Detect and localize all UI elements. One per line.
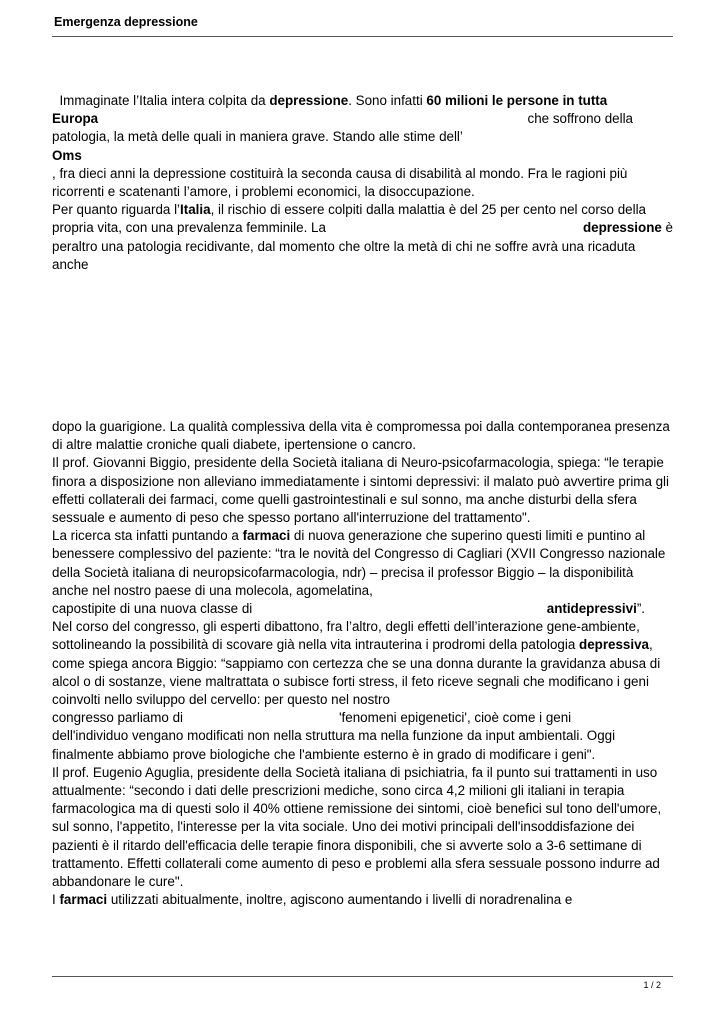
text: è <box>661 220 673 236</box>
page-number: 1 / 2 <box>643 980 661 990</box>
text: ”. <box>636 601 645 617</box>
paragraph-8 <box>52 891 673 909</box>
text: di nuova generazione che superino questi limiti e puntino al benessere complessivo del paziente: “tra le novità del Congresso di Cagliari (XVII Congresso nazionale della Società italiana di neuropsicofarmacologia, ndr) – precisa il professor Biggio – la disponibilità anche nel nostro paese di una molecola, agomelatina, <box>52 528 666 598</box>
keyword-depressione: depressione <box>269 93 349 108</box>
text: congresso parliamo di <box>52 710 183 726</box>
text: utilizzati abitualmente, inoltre, agiscono aumentando i livelli di noradrenalina e <box>107 892 573 908</box>
paragraph-1-line-2 <box>52 110 673 128</box>
keyword-antidepressivi: antidepressivi <box>546 601 637 617</box>
paragraph-5 <box>52 527 673 600</box>
document-title: Emergenza depressione <box>54 15 198 29</box>
paragraph-2 <box>52 201 673 237</box>
paragraph-1-line-4 <box>52 147 673 165</box>
text: . Sono infatti <box>348 93 427 108</box>
text: , come spiega ancora Biggio: “sappiamo con certezza che se una donna durante la gravidanza abusa di alcol o di sostanze, viene maltrattata o subisce forti stress, il feto riceve segnali che modificano i geni coinvolti nello sviluppo del cervello: per questo nel nostro <box>52 637 661 708</box>
paragraph-3: dopo la guarigione. La qualità complessiva della vita è compromessa poi dalla contemporanea presenza di altre malattie croniche quali diabete, ipertensione o cancro. <box>52 419 670 453</box>
text: che soffrono della <box>527 111 633 127</box>
keyword-milioni: 60 milioni le persone in tutta <box>426 93 608 108</box>
text: peraltro una patologia recidivante, dal momento che oltre la metà di chi ne soffre avrà una ricaduta anche <box>52 238 636 272</box>
article-intro <box>52 92 673 274</box>
article-body <box>52 418 673 909</box>
keyword-oms: Oms <box>52 147 82 163</box>
text: Nel corso del congresso, gli esperti dibattono, fra l’altro, degli effetti dell’interazione gene-ambiente, sottolineando la possibilità di scovare già nella vita intrauterina i prodromi della patologia <box>52 619 640 653</box>
text: Per quanto riguarda l’ <box>52 202 181 218</box>
depressione-wrap <box>583 219 673 237</box>
paragraph-1 <box>52 92 673 110</box>
header-divider <box>52 36 673 37</box>
paragraph-6-line <box>52 709 673 727</box>
paragraph-7: Il prof. Eugenio Aguglia, presidente della Società italiana di psichiatria, fa il punto sui trattamenti in uso attualmente: “secondo i dati delle prescrizioni mediche, sono circa 4,2 milioni gli italiani in terapia farmacologica ma di questi solo il 40% ottiene remissione dei sintomi, cioè benefici sul tono dell'umore, sul sonno, l'appetito, l'interesse per la vita sociale. Uno dei motivi principali dell'insoddisfazione dei pazienti è il ritardo dell'efficacia delle terapie finora disponibili, che si avverte solo a 3-6 settimane di trattamento. Effetti collaterali come aumento di peso e problemi alla sfera sessuale possono indurre ad abbandonare le cure". <box>52 764 662 890</box>
text: patologia, la metà delle quali in maniera grave. Stando alle stime dell’ <box>52 129 463 145</box>
keyword-depressiva: depressiva <box>579 637 649 653</box>
paragraph-1-line-3 <box>52 128 673 146</box>
paragraph-6-cont <box>52 727 673 763</box>
keyword-europa: Europa <box>52 111 99 127</box>
text: La ricerca sta infatti puntando a <box>52 528 243 544</box>
paragraph-2-cont <box>52 238 673 274</box>
paragraph-5-last-line <box>52 600 673 618</box>
keyword-farmaci: farmaci <box>59 892 108 908</box>
text: dell'individuo vengano modificati non nella struttura ma nella funzione da input ambientali. Oggi finalmente abbiamo prove biologiche che l'ambiente esterno è in grado di modificare i geni". <box>52 728 616 762</box>
text: Immaginate l’Italia intera colpita da <box>52 93 270 108</box>
text: 'fenomeni epigenetici', cioè come i geni <box>339 710 572 726</box>
keyword-depressione: depressione <box>582 220 662 236</box>
keyword-farmaci: farmaci <box>242 528 291 544</box>
paragraph-6 <box>52 618 673 709</box>
paragraph-1-cont <box>52 165 673 201</box>
text: capostipite di una nuova classe di <box>52 601 253 617</box>
text: , fra dieci anni la depressione costituirà la seconda causa di disabilità al mondo. Fra le ragioni più ricorrenti e scatenanti l’amore, i problemi economici, la disoccupazione. <box>52 165 628 200</box>
antidepressivi-wrap <box>547 600 645 618</box>
keyword-italia: Italia <box>180 202 211 218</box>
text: I <box>52 892 60 908</box>
text: , il rischio di essere colpiti dalla malattia è del 25 per cento nel corso della propria vita, con una prevalenza femminile. La <box>52 202 646 236</box>
footer-divider <box>52 976 673 977</box>
paragraph-4: Il prof. Giovanni Biggio, presidente della Società italiana di Neuro-psicofarmacologia, spiega: “le terapie finora a disposizione non alleviano immediatamente i sintomi depressivi: il malato può avvertire prima gli effetti collaterali dei farmaci, come quelli gastrointestinali e sul sonno, ma anche disturbi della sfera sessuale e aumento di peso che spesso portano all'interruzione del trattamento". <box>52 455 670 526</box>
